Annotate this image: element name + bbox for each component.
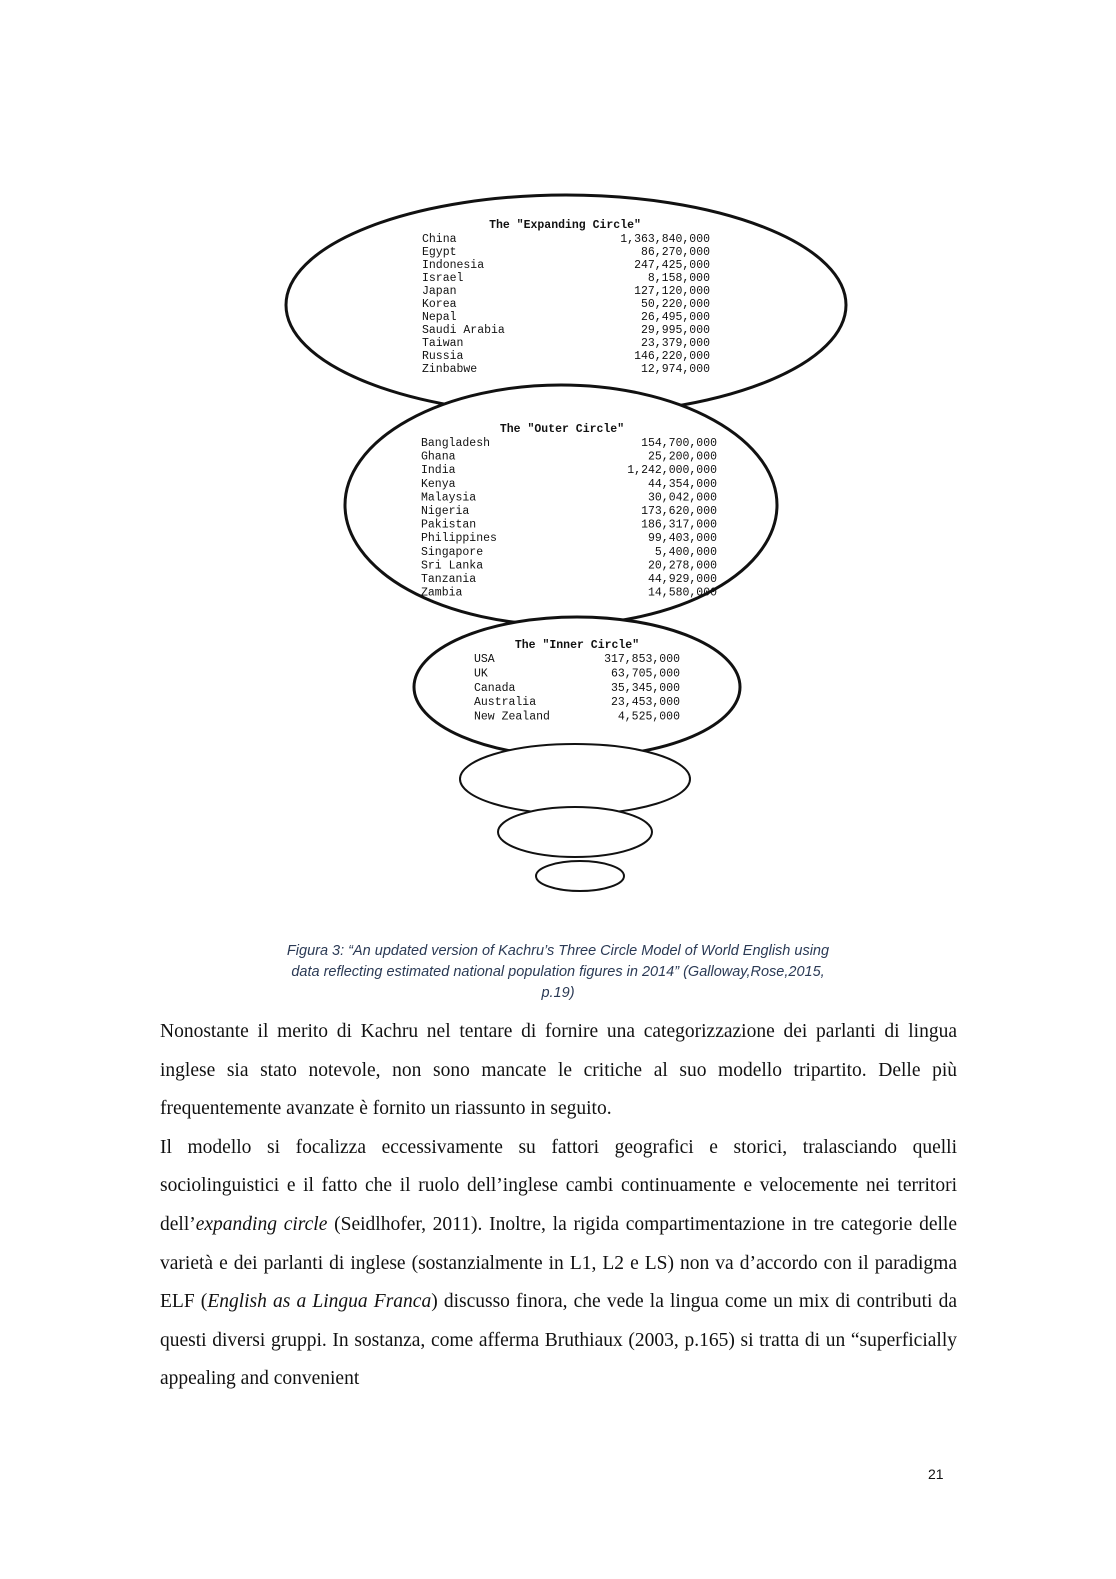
expanding-country-label: Japan (422, 285, 457, 298)
outer-population-value: 44,929,000 (647, 573, 717, 586)
small-circle-1 (460, 744, 690, 814)
outer-country-label: Pakistan (421, 518, 477, 532)
body-text (160, 1013, 957, 1399)
inner-population-value: 23,453,000 (610, 696, 680, 710)
outer-population-value: 20,278,000 (647, 559, 717, 573)
outer-population-value: 154,700,000 (641, 437, 717, 450)
outer-population-value: 14,580,000 (647, 586, 717, 600)
emphasis-expanding-circle: expanding circle (195, 1213, 328, 1235)
outer-country-label: Singapore (421, 545, 484, 559)
outer-country-label: Sri Lanka (421, 559, 484, 573)
inner-circle-title: The "Inner Circle" (514, 639, 640, 652)
outer-population-value: 25,200,000 (647, 450, 717, 464)
expanding-country-label: Saudi Arabia (422, 324, 505, 337)
expanding-population-value: 29,995,000 (640, 324, 710, 337)
expanding-population-value: 8,158,000 (647, 272, 710, 285)
paragraph-2: Il modello si focalizza eccessivamente su fattori geografici e storici, tralasciando quelli sociolinguistici e il fatto che il ruolo dell’inglese cambi continuamente e velocemente nei territori dell’expanding circle (Seidlhofer, 2011). Inoltre, la rigida compartimentazione in tre categorie delle varietà e dei parlanti di inglese (sostanzialmente in L1, L2 e LS) non va d’accordo con il paradigma ELF (English as a Lingua Franca) discusso finora, che vede la lingua come un mix di contributi da questi diversi gruppi. In sostanza, come afferma Bruthiaux (2003, p.165) si tratta di un “superficially appealing and convenient (160, 1136, 958, 1390)
outer-population-value: 5,400,000 (654, 545, 717, 559)
caption-line-3: p.19) (541, 985, 575, 1001)
expanding-population-value: 146,220,000 (634, 350, 710, 363)
expanding-country-label: Egypt (422, 246, 457, 259)
expanding-circle-title: The "Expanding Circle" (489, 219, 641, 232)
outer-population-value: 186,317,000 (641, 518, 717, 532)
inner-country-label: Canada (474, 681, 516, 695)
expanding-population-value: 1,363,840,000 (620, 233, 710, 246)
outer-country-label: India (421, 464, 456, 478)
figure-caption (200, 941, 916, 1004)
expanding-population-value: 86,270,000 (640, 246, 710, 259)
small-circle-2 (498, 807, 652, 857)
small-circle-3 (536, 861, 624, 891)
expanding-population-value: 12,974,000 (640, 363, 710, 376)
expanding-country-label: Zinbabwe (422, 363, 478, 376)
page-number: 21 (928, 1466, 944, 1482)
inner-population-value: 317,853,000 (604, 653, 680, 666)
expanding-country-label: Indonesia (422, 259, 485, 272)
outer-population-value: 44,354,000 (647, 477, 717, 491)
inner-country-label: UK (474, 667, 488, 681)
expanding-population-value: 26,495,000 (640, 311, 710, 324)
outer-country-label: Zambia (421, 586, 463, 600)
outer-circle-title: The "Outer Circle" (499, 423, 625, 436)
outer-country-label: Bangladesh (421, 437, 491, 450)
outer-country-label: Philippines (421, 532, 497, 546)
expanding-population-value: 247,425,000 (634, 259, 710, 272)
caption-line-1: Figura 3: “An updated version of Kachru’s Three Circle Model of World English using (286, 943, 830, 959)
paragraph-1: Nonostante il merito di Kachru nel tentare di fornire una categorizzazione dei parlanti di lingua inglese sia stato notevole, non sono mancate le critiche al suo modello tripartito. Delle più frequentemente avanzate è fornito un riassunto in seguito. (160, 1021, 957, 1120)
outer-country-label: Ghana (421, 450, 456, 464)
outer-population-value: 30,042,000 (647, 491, 717, 505)
inner-circle-ellipse (414, 617, 740, 757)
outer-country-label: Malaysia (421, 491, 477, 505)
inner-country-label: Australia (474, 696, 537, 710)
expanding-population-value: 127,120,000 (634, 285, 710, 298)
inner-population-value: 63,705,000 (610, 667, 680, 681)
inner-country-label: New Zealand (474, 710, 550, 724)
outer-population-value: 1,242,000,000 (627, 464, 717, 478)
outer-population-value: 99,403,000 (647, 532, 717, 546)
expanding-country-label: Korea (422, 298, 457, 311)
outer-country-label: Tanzania (421, 573, 477, 586)
outer-country-label: Kenya (421, 477, 456, 491)
inner-population-value: 4,525,000 (617, 710, 680, 724)
inner-population-value: 35,345,000 (610, 681, 680, 695)
expanding-country-label: Taiwan (422, 337, 464, 350)
emphasis-elf: English as a Lingua Franca (207, 1291, 432, 1313)
expanding-population-value: 23,379,000 (640, 337, 710, 350)
expanding-country-label: Russia (422, 350, 464, 363)
outer-population-value: 173,620,000 (641, 505, 717, 518)
caption-line-2: data reflecting estimated national population figures in 2014” (Galloway,Rose,2015, (291, 964, 825, 980)
inner-country-label: USA (474, 653, 495, 666)
outer-country-label: Nigeria (421, 505, 470, 518)
expanding-country-label: Nepal (422, 311, 457, 324)
expanding-country-label: China (422, 233, 457, 246)
expanding-country-label: Israel (422, 272, 464, 285)
expanding-population-value: 50,220,000 (640, 298, 710, 311)
